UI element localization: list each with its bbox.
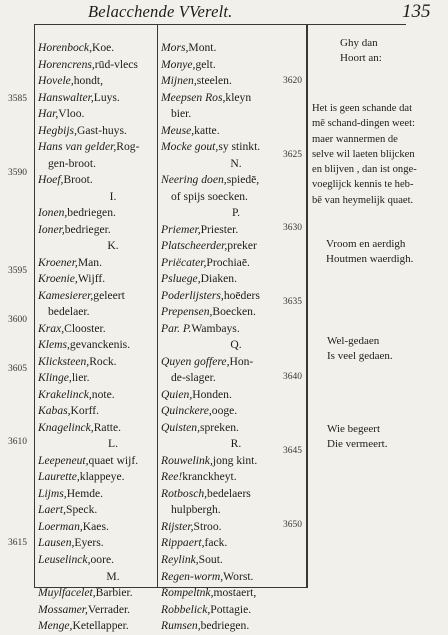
section-letter-text: M. [106,569,120,583]
entry-term: Ioner, [38,222,65,236]
glossary-entry [161,123,311,140]
entry-term: Quinckere, [161,404,212,418]
entry-term: Har, [38,107,59,121]
entry-meaning: bedriegen. [67,206,116,220]
entry-meaning: Ketellapper. [72,619,129,633]
section-letter-text: Q. [230,338,242,352]
entry-meaning: Rock. [89,354,117,368]
side-note-line: bē van heymelijk quaet. [312,194,414,206]
entry-term: Meuse, [161,123,195,137]
side-note-line: Houtmen waerdigh. [326,253,414,265]
entry-meaning: kleyn [225,90,252,104]
entry-meaning: bier. [171,107,192,121]
entry-meaning: Sout. [198,552,223,566]
glossary-entry [161,238,311,255]
entry-meaning: Wambays. [191,321,240,335]
entry-term: Rouwelink, [161,453,213,467]
entry-term: Kroenie, [38,272,78,286]
glossary-entry [161,486,311,503]
entry-meaning: Hon- [229,354,254,368]
glossary-entry [161,40,311,57]
entry-meaning: lier. [71,371,90,385]
entry-term: Hovele, [38,74,74,88]
glossary-entry [161,172,311,189]
entry-term: Hans van gelder, [38,140,117,154]
entry-meaning: hulpbergh. [171,503,221,517]
entry-meaning: katte. [194,123,220,137]
entry-term: Rumsen, [161,619,201,633]
entry-term: Quyen goffere, [161,354,230,368]
entry-meaning: Verrader. [87,602,131,616]
entry-meaning: oore. [90,552,114,566]
entry-meaning: Stroo. [193,519,222,533]
section-letter-text: N. [230,156,242,170]
entry-meaning: quaet wijf. [88,453,139,467]
entry-meaning: kranckheyt. [182,470,237,484]
entry-term: Mossamer, [38,602,88,616]
side-note-line: selve wil laeten blijcken [312,148,415,160]
glossary-entry [161,73,311,90]
glossary-entry [161,519,311,536]
entry-term: Meepsen Ros, [161,90,226,104]
glossary-entry [161,569,311,586]
line-number: 3645 [283,446,302,456]
entry-meaning: spreken. [199,420,239,434]
entry-term: Mocke gout, [161,140,219,154]
entry-meaning: Pottagie. [210,602,252,616]
entry-term: Ree! [161,470,183,484]
entry-meaning: of spijs soecken. [171,189,248,203]
entry-meaning: Broot. [63,173,93,187]
entry-term: Mijnen, [161,74,197,88]
side-note-line: Wie begeert [327,423,380,435]
entry-term: Leepeneut, [38,453,89,467]
entry-term: Rotbosch, [161,486,208,500]
entry-term: Kamesierer, [38,288,94,302]
glossary-entry [161,321,311,338]
glossary-column-middle [161,40,311,635]
line-number: 3600 [8,315,27,325]
entry-meaning: Speck. [66,503,98,517]
side-note-3 [326,237,413,267]
entry-term: Quisten, [161,420,200,434]
entry-term: Kroener, [38,255,78,269]
line-number: 3635 [283,297,302,307]
line-number: 3625 [283,150,302,160]
side-note-line: Hoort an: [340,52,382,64]
glossary-entry [161,618,311,635]
entry-meaning: rūd-vlecs [94,57,138,71]
glossary-entry [161,255,311,272]
side-note-5 [327,422,387,452]
entry-term: Menge, [38,619,73,633]
glossary-entry [161,552,311,569]
section-letter [161,156,311,173]
entry-term: Platscheerder, [161,239,228,253]
entry-meaning: Boecken. [212,305,256,319]
entry-term: Kabas, [38,404,71,418]
entry-term: Hoef, [38,173,64,187]
entry-meaning: Kaes. [82,519,109,533]
entry-term: Laurette, [38,470,80,484]
entry-meaning: Koe. [91,41,115,54]
glossary-entry [161,585,311,602]
entry-meaning: ooge. [211,404,238,418]
glossary-entry [161,403,311,420]
entry-meaning: note. [91,387,115,401]
entry-term: Loerman, [38,519,83,533]
entry-meaning: de-slager. [171,371,216,385]
entry-term: Muylfacelet, [38,586,96,600]
entry-meaning: Prochiaē. [206,255,250,269]
glossary-entry [161,502,311,519]
side-note-2 [312,101,417,208]
left-column-rule [34,24,35,588]
side-note-line: Is veel gedaen. [327,350,393,362]
entry-meaning: Hemde. [66,486,104,500]
entry-meaning: sy stinkt. [218,140,261,154]
entry-meaning: Korff. [70,404,99,418]
entry-meaning: Ratte. [93,420,122,434]
glossary-entry [161,139,311,156]
running-title: Belacchende VVerelt. [88,2,233,21]
line-number: 3615 [8,538,27,548]
entry-term: Rompeltnk, [161,586,214,600]
entry-meaning: Mont. [188,41,217,54]
entry-term: Horencrens, [38,57,95,71]
side-note-line: Die vermeert. [327,438,388,450]
entry-term: Monye, [161,57,196,71]
entry-meaning: Vloo. [58,107,85,121]
entry-term: Klicksteen, [38,354,90,368]
entry-meaning: bedriegen. [200,619,250,633]
line-number: 3585 [8,94,27,104]
entry-meaning: gen-broot. [48,156,96,170]
entry-term: Horenbock, [38,41,92,54]
entry-term: Klems, [38,338,70,352]
entry-meaning: preker [227,239,257,253]
entry-meaning: Luys. [93,90,120,104]
entry-term: Mors, [161,41,189,54]
line-number: 3610 [8,437,27,447]
glossary-entry [161,469,311,486]
entry-term: Krakelinck, [38,387,92,401]
entry-meaning: Worst. [223,569,254,583]
entry-meaning: jong kint. [212,453,258,467]
line-number: 3620 [283,76,302,86]
entry-term: Lausen, [38,536,75,550]
entry-meaning: spiedē, [226,173,260,187]
section-letter-text: K. [107,239,119,253]
glossary-entry [161,288,311,305]
entry-meaning: Man. [77,255,102,269]
section-letter [161,205,311,222]
line-number: 3605 [8,364,27,374]
entry-meaning: Honden. [192,387,232,401]
side-note-line: en blijven , dan ist onge- [312,164,417,176]
glossary-entry [161,453,311,470]
glossary-entry [161,602,311,619]
side-note-line: mē schand-dingen weet: [312,118,415,130]
entry-meaning: bedelaer. [48,305,90,319]
entry-term: Krax, [38,321,65,335]
section-letter-text: L. [108,437,118,451]
page-number: 135 [402,1,431,22]
side-note-line: Ghy dan [340,37,378,49]
side-note-line: Wel-gedaen [327,335,380,347]
entry-term: Laert, [38,503,67,517]
line-number: 3640 [283,372,302,382]
entry-term: Klinge, [38,371,72,385]
entry-term: Priemer, [161,222,201,236]
entry-meaning: hoēders [223,288,260,302]
line-number: 3595 [8,266,27,276]
glossary-entry [161,420,311,437]
side-note-line: voeglijck kennis te heb- [312,179,414,191]
entry-meaning: Rog- [116,140,140,154]
entry-term: Par. P. [161,321,192,335]
entry-meaning: Wijff. [77,272,106,286]
glossary-entry [161,354,311,371]
entry-term: Regen-worm, [161,569,224,583]
entry-meaning: Diaken. [200,272,237,286]
glossary-entry [161,387,311,404]
line-number: 3590 [8,168,27,178]
section-letter-text: I. [109,189,117,203]
side-note-line: maer wannermen de [312,133,398,145]
glossary-entry [161,370,311,387]
entry-term: Psluege, [161,272,201,286]
glossary-entry [161,189,311,206]
side-note-line: Het is geen schande dat [312,103,413,114]
section-letter [161,337,311,354]
entry-term: Rijster, [161,519,194,533]
glossary-entry [161,271,311,288]
entry-meaning: bedelaers [207,486,251,500]
entry-meaning: Clooster. [64,321,106,335]
entry-meaning: Eyers. [74,536,104,550]
section-letter-text: R. [230,437,242,451]
section-letter-text: P. [231,206,241,220]
line-number: 3650 [283,520,302,530]
entry-meaning: Gast-huys. [76,123,127,137]
side-note-4 [327,334,393,364]
glossary-entry [161,535,311,552]
entry-term: Quien, [161,387,193,401]
entry-term: Poderlijsters, [161,288,224,302]
entry-meaning: gelt. [195,57,216,71]
entry-term: Neering doen, [161,173,227,187]
entry-meaning: klappeye. [79,470,125,484]
entry-term: Reylink, [161,552,199,566]
glossary-entry [161,222,311,239]
entry-term: Hanswalter, [38,90,94,104]
top-rule [34,24,406,25]
entry-meaning: Barbier. [95,586,133,600]
entry-meaning: geleert [93,288,125,302]
entry-meaning: Priester. [200,222,239,236]
side-note-line: Vroom en aerdigh [326,238,406,250]
glossary-entry [161,90,311,107]
entry-meaning: bedrieger. [64,222,111,236]
entry-term: Lijms, [38,486,67,500]
entry-term: Knagelinck, [38,420,94,434]
entry-term: Leuselinck, [38,552,91,566]
side-note-1 [340,36,382,66]
glossary-entry [161,57,311,74]
entry-term: Prepensen, [161,305,213,319]
entry-meaning: hondt, [73,74,104,88]
entry-term: Priëcater, [161,255,207,269]
glossary-entry [161,106,311,123]
entry-meaning: steelen. [196,74,232,88]
entry-term: Hegbijs, [38,123,77,137]
entry-meaning: gevanckenis. [69,338,131,352]
entry-term: Robbelick, [161,602,211,616]
line-number: 3630 [283,223,302,233]
entry-meaning: fack. [204,536,228,550]
glossary-entry [161,304,311,321]
entry-meaning: mostaert, [213,586,257,600]
entry-term: Ionen, [38,206,68,220]
entry-term: Rippaert, [161,536,205,550]
section-letter [161,436,311,453]
